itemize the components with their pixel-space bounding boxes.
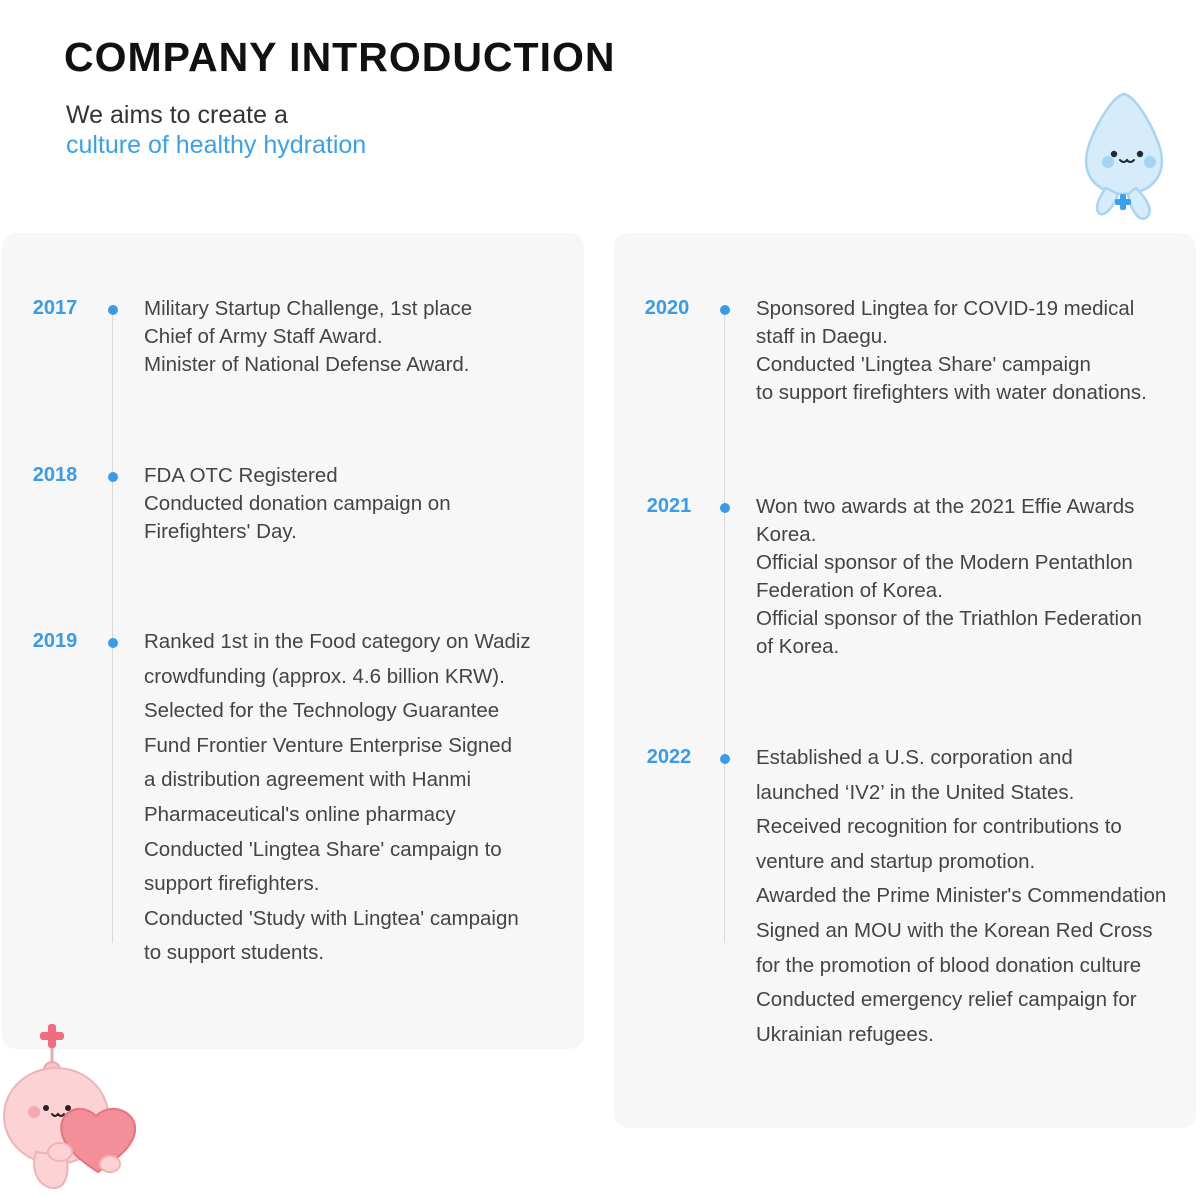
- timeline-dot: [108, 638, 118, 648]
- timeline-line: [724, 313, 725, 943]
- subtitle-line-2: culture of healthy hydration: [66, 131, 367, 159]
- timeline-dot: [720, 503, 730, 513]
- timeline-dot: [108, 472, 118, 482]
- timeline-year: 2017: [32, 297, 78, 319]
- timeline-year: 2020: [644, 297, 690, 319]
- timeline-card-left: [2, 233, 584, 1049]
- timeline-text: Sponsored Lingtea for COVID-19 medical staff in Daegu. Conducted 'Lingtea Share' campaign to support firefighters with water donations.: [756, 297, 1147, 404]
- timeline-year: 2018: [32, 464, 78, 486]
- timeline-text: Ranked 1st in the Food category on Wadiz crowdfunding (approx. 4.6 billion KRW). Selected for the Technology Guarantee Fund Frontier Venture Enterprise Signed a distribution agreement with Hanmi Pharmaceutical's online pharmacy Conducted 'Lingtea Share' campaign to support firefighters. Conducted 'Study with Lingtea' campaign to support students.: [144, 630, 531, 965]
- timeline-dot: [108, 305, 118, 315]
- timeline-year: 2021: [646, 495, 692, 517]
- timeline-dot: [720, 305, 730, 315]
- page-subtitle: [66, 100, 366, 160]
- timeline-year: 2022: [646, 746, 692, 768]
- timeline-line: [112, 313, 113, 943]
- blue-water-drop-mascot-icon: [1076, 90, 1172, 230]
- timeline-year: 2019: [32, 630, 78, 652]
- timeline-text: Won two awards at the 2021 Effie Awards Korea. Official sponsor of the Modern Pentathlon Federation of Korea. Official sponsor of the Triathlon Federation of Korea.: [756, 495, 1142, 658]
- subtitle-line-1: We aims to create a: [66, 101, 288, 129]
- timeline-card-right: [614, 233, 1196, 1128]
- timeline-text: FDA OTC Registered Conducted donation campaign on Firefighters' Day.: [144, 464, 451, 543]
- timeline-text: Military Startup Challenge, 1st place Chief of Army Staff Award. Minister of National Defense Award.: [144, 297, 473, 376]
- page-title: COMPANY INTRODUCTION: [64, 34, 616, 80]
- timeline-text: Established a U.S. corporation and launched ‘IV2’ in the United States. Received recognition for contributions to venture and startup promotion. Awarded the Prime Minister's Commendation Signed an MOU with the Korean Red Cross for the promotion of blood donation culture Conducted emergency relief campaign for Ukrainian refugees.: [756, 746, 1167, 1046]
- timeline-dot: [720, 754, 730, 764]
- pink-mascot-heart-icon: [0, 1022, 145, 1194]
